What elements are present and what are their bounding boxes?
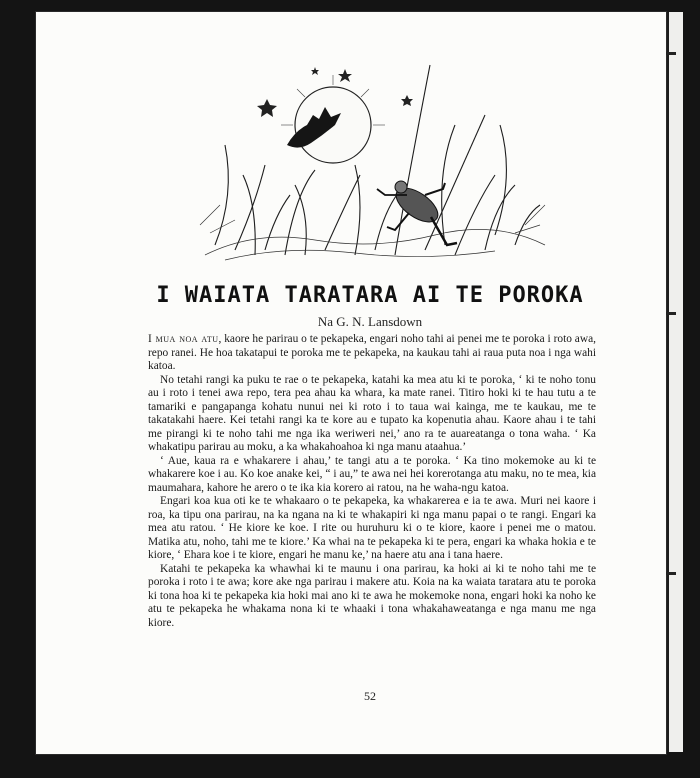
frog-icon (377, 181, 457, 245)
article-title: I WAIATA TARATARA AI TE POROKA (156, 283, 584, 308)
binding-ring (666, 572, 676, 575)
paragraph: ‘ Aue, kaua ra e whakarere i ahau,’ te tangi atu a te poroka. ‘ Ka tino mokemoke au ki te whakarere koe i au. Ko koe anake kei, “ i au,” te awa nei hei korerotanga atu maku, no te mea, kia maumahara, kahore he arero o te ika kia korero ai ratou, na he waha-ngu katoa. (148, 454, 596, 494)
lead-smallcaps: I mua noa atu (148, 333, 219, 345)
paragraph: I mua noa atu, kaore he parirau o te pekapeka, engari noho tahi ai penei me te poroka i roto awa, repo ranei. He hoa takatapui te poroka me te pekapeka, na kaukau tahi ai raua puta noa i nga wahi katoa. (148, 333, 596, 372)
binding-ring (666, 52, 676, 55)
reeds-icon (215, 65, 540, 255)
moon-frog-bat-illustration (195, 55, 550, 270)
binding-ring (666, 312, 676, 315)
article-byline: Na G. N. Lansdown (317, 314, 423, 329)
book-binding (667, 12, 683, 752)
paragraph: Katahi te pekapeka ka whawhai ki te maunu i ona parirau, ka hoki ai ki te noho tahi me te poroka i roto i te awa; kore ake nga parirau i makere atu. Koia na ka waiata taratara atu te poroka ki tona hoa ki te pekapeka kia hoki mai ano ki te awa he mokemoke nona, engari hoki ka noho ke atu te pekapeka he whakama nona ki te whaaki i tona whakahaweatanga e nga manu me nga kiore. (148, 562, 596, 629)
page-number: 52 (364, 689, 376, 703)
paragraph: No tetahi rangi ka puku te rae o te pekapeka, katahi ka mea atu ki te poroka, ‘ ki te noho tonu au i roto i tenei awa repo, tera pea ahau ka whara, ka mate ranei. Titiro hoki ki te hau tutu a te tamariki e pangapanga kohatu nunui nei ki roto i to taua wai kainga, me te kaukau, me te takatakahi haere. Kei tetahi rangi ka te kore au e tupato ka kopenutia ahau. Kaore ahau i te tahi me pirangi ki te noho tahi me nga ika weriweri nei,’ ano ra te auareatanga o tona waha. ‘ Ka whakatipu parirau au moku, a ka whakahoahoa ki nga manu ataahua.’ (148, 373, 596, 453)
article-body (148, 333, 596, 630)
paragraph: Engari koa kua oti ke te whakaaro o te pekapeka, ka whakarerea e ia te awa. Muri nei kaore i roa, ka tipu ona parirau, na ka ngana na ki te whakapiri ki nga manu papai o te rangi. Engari ka mea atu ratou. ‘ He kiore ke koe. I rite ou huruhuru ki o te kiore, kaore i penei me o matou. Matika atu, noho, tahi me te kiore.’ Ka whai na te pekapeka ki te pera, engari ka whaka hokia e te kiore, ‘ Ehara koe i te kiore, engari he manu ke,’ na haere atu ana i tana haere. (148, 495, 596, 561)
